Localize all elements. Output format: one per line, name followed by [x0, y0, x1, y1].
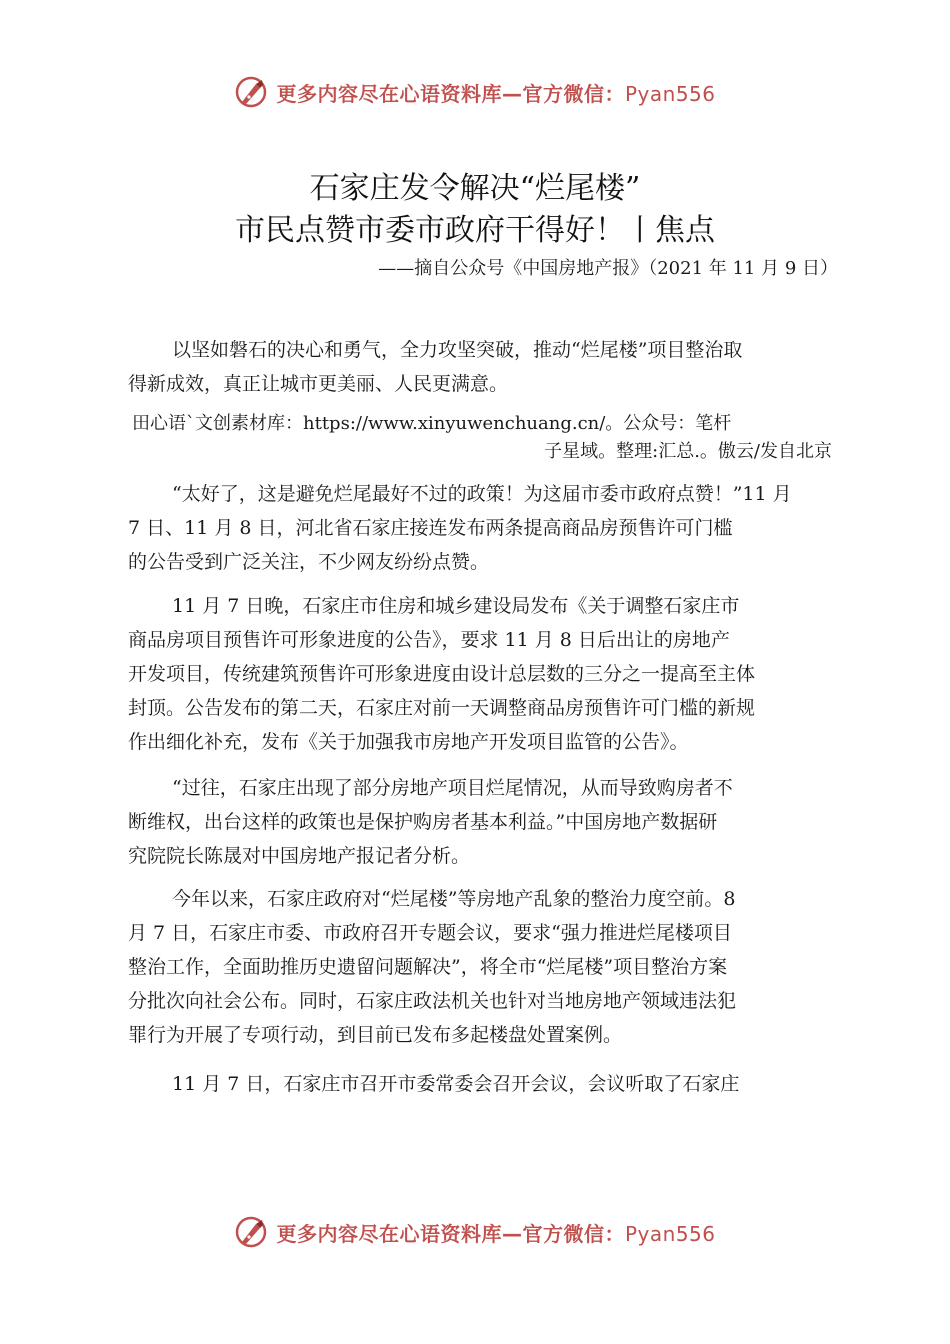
lead-line: 得新成效，真正让城市更美丽、人民更满意。	[128, 373, 509, 395]
para-line: 今年以来，石家庄政府对“烂尾楼”等房地产乱象的整治力度空前。8	[172, 888, 736, 910]
banner-text: 更多内容尽在心语资料库—官方微信：Pyan556	[276, 1221, 716, 1246]
header-banner	[0, 70, 950, 114]
wechat-id: Pyan556	[624, 1221, 716, 1246]
para-line: 封顶。公告发布的第二天，石家庄对前一天调整商品房预售许可门槛的新规	[128, 697, 756, 719]
article-title-line1: 石家庄发令解决“烂尾楼”	[309, 171, 641, 206]
para-line: “过往，石家庄出现了部分房地产项目烂尾情况，从而导致购房者不	[172, 777, 733, 799]
para-line: 断维权，出台这样的政策也是保护购房者基本利益。”中国房地产数据研	[128, 811, 718, 833]
footer-banner	[0, 1210, 950, 1254]
para-line: “太好了，这是避免烂尾最好不过的政策！为这届市委市政府点赞！”11 月	[172, 483, 792, 505]
paragraph-5	[128, 1067, 840, 1101]
lead-line: 以坚如磐石的决心和勇气，全力攻坚突破，推动“烂尾楼”项目整治取	[172, 339, 743, 361]
para-line: 开发项目，传统建筑预售许可形象进度由设计总层数的三分之一提高至主体	[128, 663, 756, 685]
wechat-id: Pyan556	[624, 81, 716, 106]
paragraph-3	[128, 771, 840, 873]
article-title-line2: 市民点赞市委市政府干得好！丨焦点	[235, 213, 715, 248]
para-line: 11 月 7 日，石家庄市召开市委常委会召开会议，会议听取了石家庄	[172, 1073, 740, 1095]
para-line: 作出细化补充，发布《关于加强我市房地产开发项目监管的公告》。	[128, 731, 689, 753]
watermark-ad-text	[132, 410, 832, 466]
banner-text: 更多内容尽在心语资料库—官方微信：Pyan556	[276, 81, 716, 106]
para-line: 月 7 日，石家庄市委、市政府召开专题会议，要求“强力推进烂尾楼项目	[128, 922, 732, 944]
ad-line: 子星域。整理:汇总.。傲云/发自北京	[544, 441, 832, 462]
paragraph-1	[128, 477, 840, 579]
para-line: 的公告受到广泛关注，不少网友纷纷点赞。	[128, 551, 490, 573]
para-line: 商品房项目预售许可形象进度的公告》，要求 11 月 8 日后出让的房地产	[128, 629, 730, 651]
para-line: 7 日、11 月 8 日，河北省石家庄接连发布两条提高商品房预售许可门槛	[128, 517, 733, 539]
article-source: ——摘自公众号《中国房地产报》（2021 年 11 月 9 日）	[378, 258, 838, 279]
para-line: 分批次向社会公布。同时，石家庄政法机关也针对当地房地产领域违法犯	[128, 990, 737, 1012]
para-line: 究院院长陈晟对中国房地产报记者分析。	[128, 845, 471, 867]
paragraph-4	[128, 882, 840, 1052]
lead-paragraph	[128, 333, 808, 401]
ad-line: 田心语`文创素材库：https://www.xinyuwenchuang.cn/。公众号：笔杆	[132, 413, 732, 434]
pen-nib-logo-icon	[234, 1215, 268, 1249]
para-line: 11 月 7 日晚，石家庄市住房和城乡建设局发布《关于调整石家庄市	[172, 595, 740, 617]
para-line: 罪行为开展了专项行动，到目前已发布多起楼盘处置案例。	[128, 1024, 623, 1046]
para-line: 整治工作，全面助推历史遗留问题解决”，将全市“烂尾楼”项目整治方案	[128, 956, 728, 978]
paragraph-2	[128, 589, 840, 759]
pen-nib-logo-icon	[234, 75, 268, 109]
